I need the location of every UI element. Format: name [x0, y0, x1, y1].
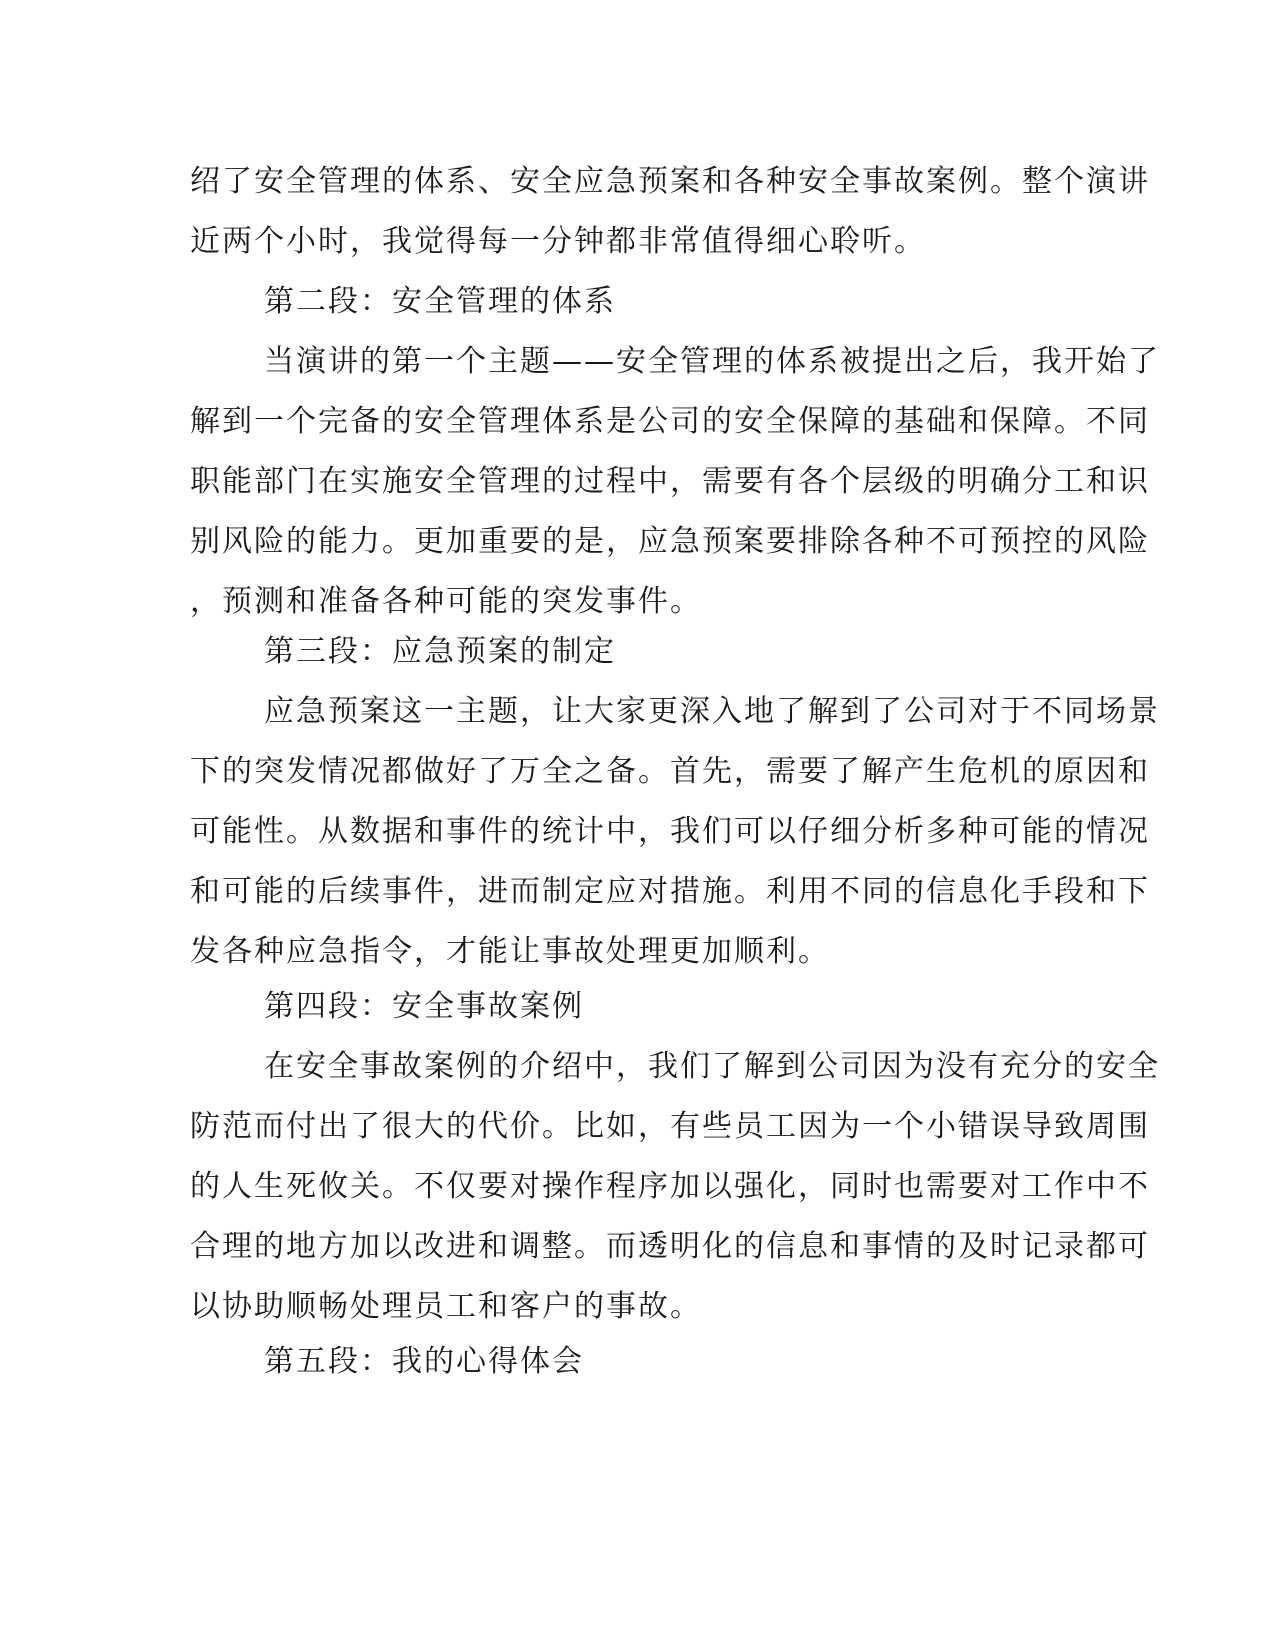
paragraph-line: 应急预案这一主题，让大家更深入地了解到了公司对于不同场景: [264, 694, 1160, 729]
paragraph-line: 近两个小时，我觉得每一分钟都非常值得细心聆听。: [190, 224, 926, 259]
paragraph-line: 防范而付出了很大的代价。比如，有些员工因为一个小错误导致周围: [190, 1109, 1150, 1144]
paragraph-line: 当演讲的第一个主题——安全管理的体系被提出之后，我开始了: [264, 344, 1160, 379]
paragraph-line: 在安全事故案例的介绍中，我们了解到公司因为没有充分的安全: [264, 1049, 1160, 1084]
paragraph-line: 可能性。从数据和事件的统计中，我们可以仔细分析多种可能的情况: [190, 814, 1150, 849]
paragraph-line: 绍了安全管理的体系、安全应急预案和各种安全事故案例。整个演讲: [190, 164, 1150, 199]
paragraph-line: 发各种应急指令，才能让事故处理更加顺利。: [190, 934, 830, 969]
paragraph-line: 合理的地方加以改进和调整。而透明化的信息和事情的及时记录都可: [190, 1229, 1150, 1264]
paragraph-line: 别风险的能力。更加重要的是，应急预案要排除各种不可预控的风险: [190, 524, 1150, 559]
section-heading-4: 第四段：安全事故案例: [264, 989, 584, 1024]
paragraph-line: ，预测和准备各种可能的突发事件。: [190, 584, 702, 619]
section-heading-5: 第五段：我的心得体会: [264, 1344, 584, 1379]
paragraph-line: 解到一个完备的安全管理体系是公司的安全保障的基础和保障。不同: [190, 404, 1150, 439]
paragraph-line: 和可能的后续事件，进而制定应对措施。利用不同的信息化手段和下: [190, 874, 1150, 909]
paragraph-line: 以协助顺畅处理员工和客户的事故。: [190, 1289, 702, 1324]
section-heading-3: 第三段：应急预案的制定: [264, 634, 616, 669]
paragraph-line: 职能部门在实施安全管理的过程中，需要有各个层级的明确分工和识: [190, 464, 1150, 499]
paragraph-line: 下的突发情况都做好了万全之备。首先，需要了解产生危机的原因和: [190, 754, 1150, 789]
paragraph-line: 的人生死攸关。不仅要对操作程序加以强化，同时也需要对工作中不: [190, 1169, 1150, 1204]
section-heading-2: 第二段：安全管理的体系: [264, 284, 616, 319]
